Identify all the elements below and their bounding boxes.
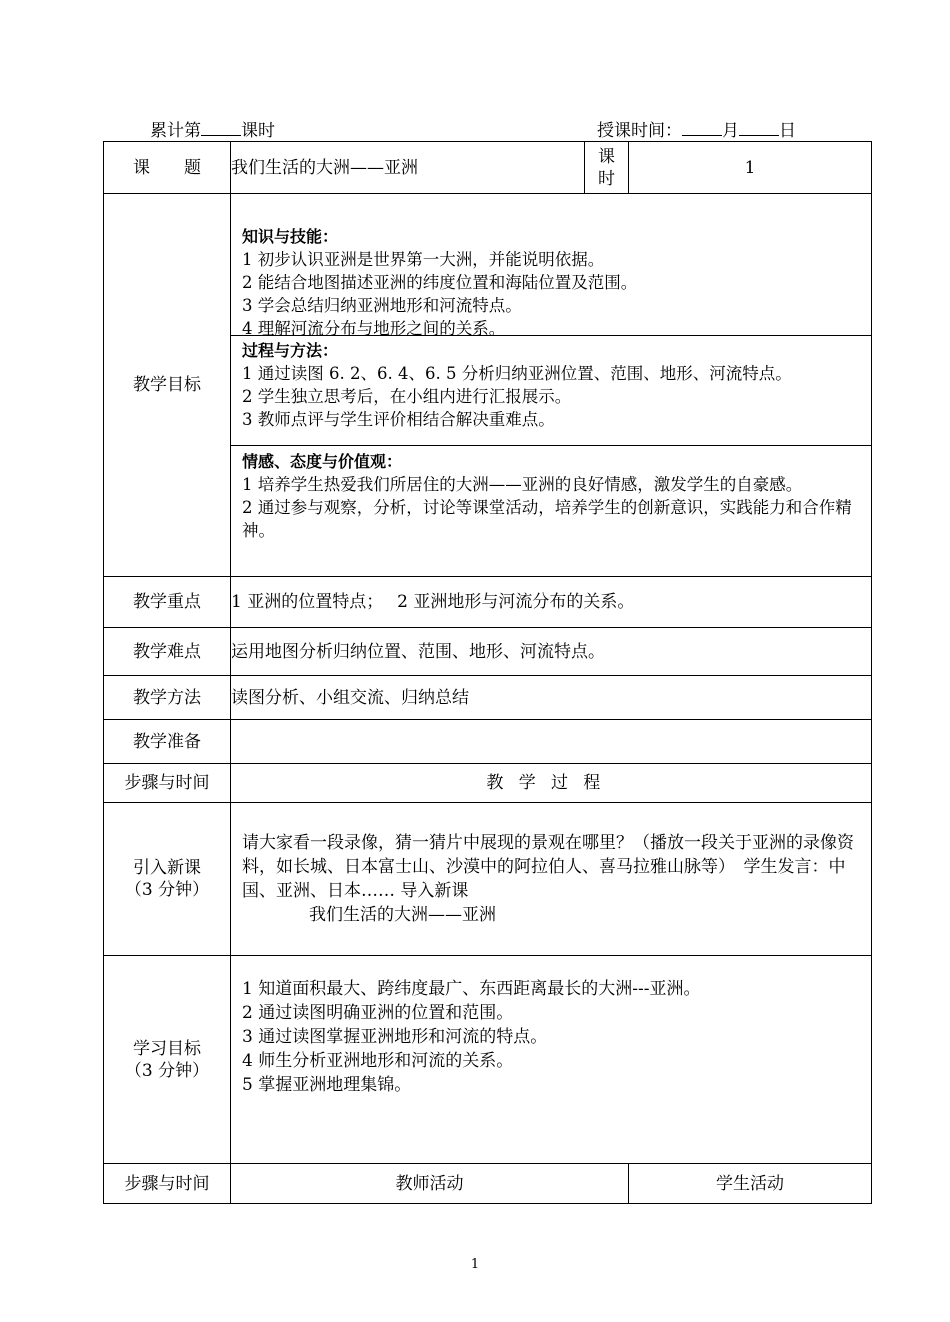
- objective-attitude: [231, 446, 871, 548]
- intro-label-time: （3 分钟）: [124, 880, 210, 900]
- goals-content: [231, 956, 872, 1164]
- period-value: 1: [629, 142, 872, 194]
- method-label: 教学方法: [104, 676, 231, 720]
- lesson-plan-table: [103, 141, 872, 1204]
- objective-title: 情感、态度与价值观：: [242, 452, 403, 471]
- objective-process: [231, 336, 871, 446]
- difficulty-row: [104, 628, 872, 676]
- goal-item: 3 通过读图掌握亚洲地形和河流的特点。: [242, 1027, 548, 1047]
- cumulative-suffix: 课时: [241, 121, 275, 141]
- method-value: 读图分析、小组交流、归纳总结: [231, 676, 872, 720]
- process-header-row: [104, 764, 872, 803]
- process-label: 教学过程: [231, 764, 872, 803]
- goal-item: 4 师生分析亚洲地形和河流的关系。: [242, 1051, 514, 1071]
- goals-label-time: （3 分钟）: [124, 1060, 210, 1081]
- objectives-cell: [231, 194, 872, 577]
- cumulative-prefix: 累计第: [150, 121, 201, 141]
- objective-line: 1 初步认识亚洲是世界第一大洲，并能说明依据。: [242, 250, 605, 269]
- key-points-row: [104, 577, 872, 628]
- day-label: 日: [779, 121, 796, 141]
- month-label: 月: [722, 121, 739, 141]
- objective-line: 2 通过参与观察，分析，讨论等课堂活动，培养学生的创新意识，实践能力和合作精神。: [242, 498, 852, 540]
- intro-row: [104, 803, 872, 956]
- period-blank[interactable]: [201, 118, 241, 136]
- objective-line: 1 通过读图 6. 2、6. 4、6. 5 分析归纳亚洲位置、范围、地形、河流特点。: [242, 364, 792, 383]
- page-number: 1: [470, 1257, 480, 1272]
- objectives-row: [104, 194, 872, 577]
- prep-value[interactable]: [231, 720, 872, 764]
- difficulty-value: 运用地图分析归纳位置、范围、地形、河流特点。: [231, 628, 872, 676]
- objective-line: 3 教师点评与学生评价相结合解决重难点。: [242, 410, 555, 429]
- objective-line: 4 理解河流分布与地形之间的关系。: [242, 319, 506, 338]
- teacher-activity-header: 教师活动: [231, 1164, 629, 1204]
- steps-label: 步骤与时间: [104, 764, 231, 803]
- lesson-date-header: [597, 116, 796, 141]
- intro-content: [231, 803, 872, 956]
- objective-line: 2 学生独立思考后，在小组内进行汇报展示。: [242, 387, 572, 406]
- goal-item: 5 掌握亚洲地理集锦。: [242, 1075, 412, 1095]
- objective-knowledge: [231, 222, 871, 336]
- key-points-value: 1 亚洲的位置特点； 2 亚洲地形与河流分布的关系。: [231, 577, 872, 628]
- key-points-label: 教学重点: [104, 577, 231, 628]
- intro-label-title: 引入新课: [133, 858, 201, 878]
- objective-line: 2 能结合地图描述亚洲的纬度位置和海陆位置及范围。: [242, 273, 638, 292]
- difficulty-label: 教学难点: [104, 628, 231, 676]
- topic-label: 课 题: [104, 142, 231, 194]
- day-blank[interactable]: [739, 118, 779, 136]
- student-activity-header: 学生活动: [629, 1164, 872, 1204]
- objective-title: 过程与方法：: [242, 341, 339, 360]
- prep-label: 教学准备: [104, 720, 231, 764]
- topic-value: 我们生活的大洲——亚洲: [231, 142, 585, 194]
- period-label: 课 时: [585, 142, 629, 194]
- intro-text: 请大家看一段录像，猜一猜片中展现的景观在哪里？（播放一段关于亚洲的录像资料，如长城、日本富士山、沙漠中的阿拉伯人、喜马拉雅山脉等） 学生发言：中国、亚洲、日本…… 导入新课: [242, 833, 854, 901]
- prep-row: [104, 720, 872, 764]
- objectives-label: 教学目标: [104, 194, 231, 577]
- intro-topic: 我们生活的大洲——亚洲: [309, 905, 496, 925]
- goals-label-title: 学习目标: [133, 1038, 201, 1059]
- goal-item: 2 通过读图明确亚洲的位置和范围。: [242, 1003, 514, 1023]
- intro-label: [104, 803, 231, 956]
- steps-label-2: 步骤与时间: [104, 1164, 231, 1204]
- objective-line: 1 培养学生热爱我们所居住的大洲——亚洲的良好情感，激发学生的自豪感。: [242, 475, 803, 494]
- activity-header-row: [104, 1164, 872, 1204]
- cumulative-period-header: [150, 116, 275, 141]
- topic-row: [104, 142, 872, 194]
- method-row: [104, 676, 872, 720]
- objective-title: 知识与技能：: [242, 227, 339, 246]
- date-prefix: 授课时间：: [597, 121, 682, 141]
- objective-line: 3 学会总结归纳亚洲地形和河流特点。: [242, 296, 522, 315]
- month-blank[interactable]: [682, 118, 722, 136]
- goal-item: 1 知道面积最大、跨纬度最广、东西距离最长的大洲---亚洲。: [242, 979, 701, 999]
- goals-label: [104, 956, 231, 1164]
- goals-row: [104, 956, 872, 1164]
